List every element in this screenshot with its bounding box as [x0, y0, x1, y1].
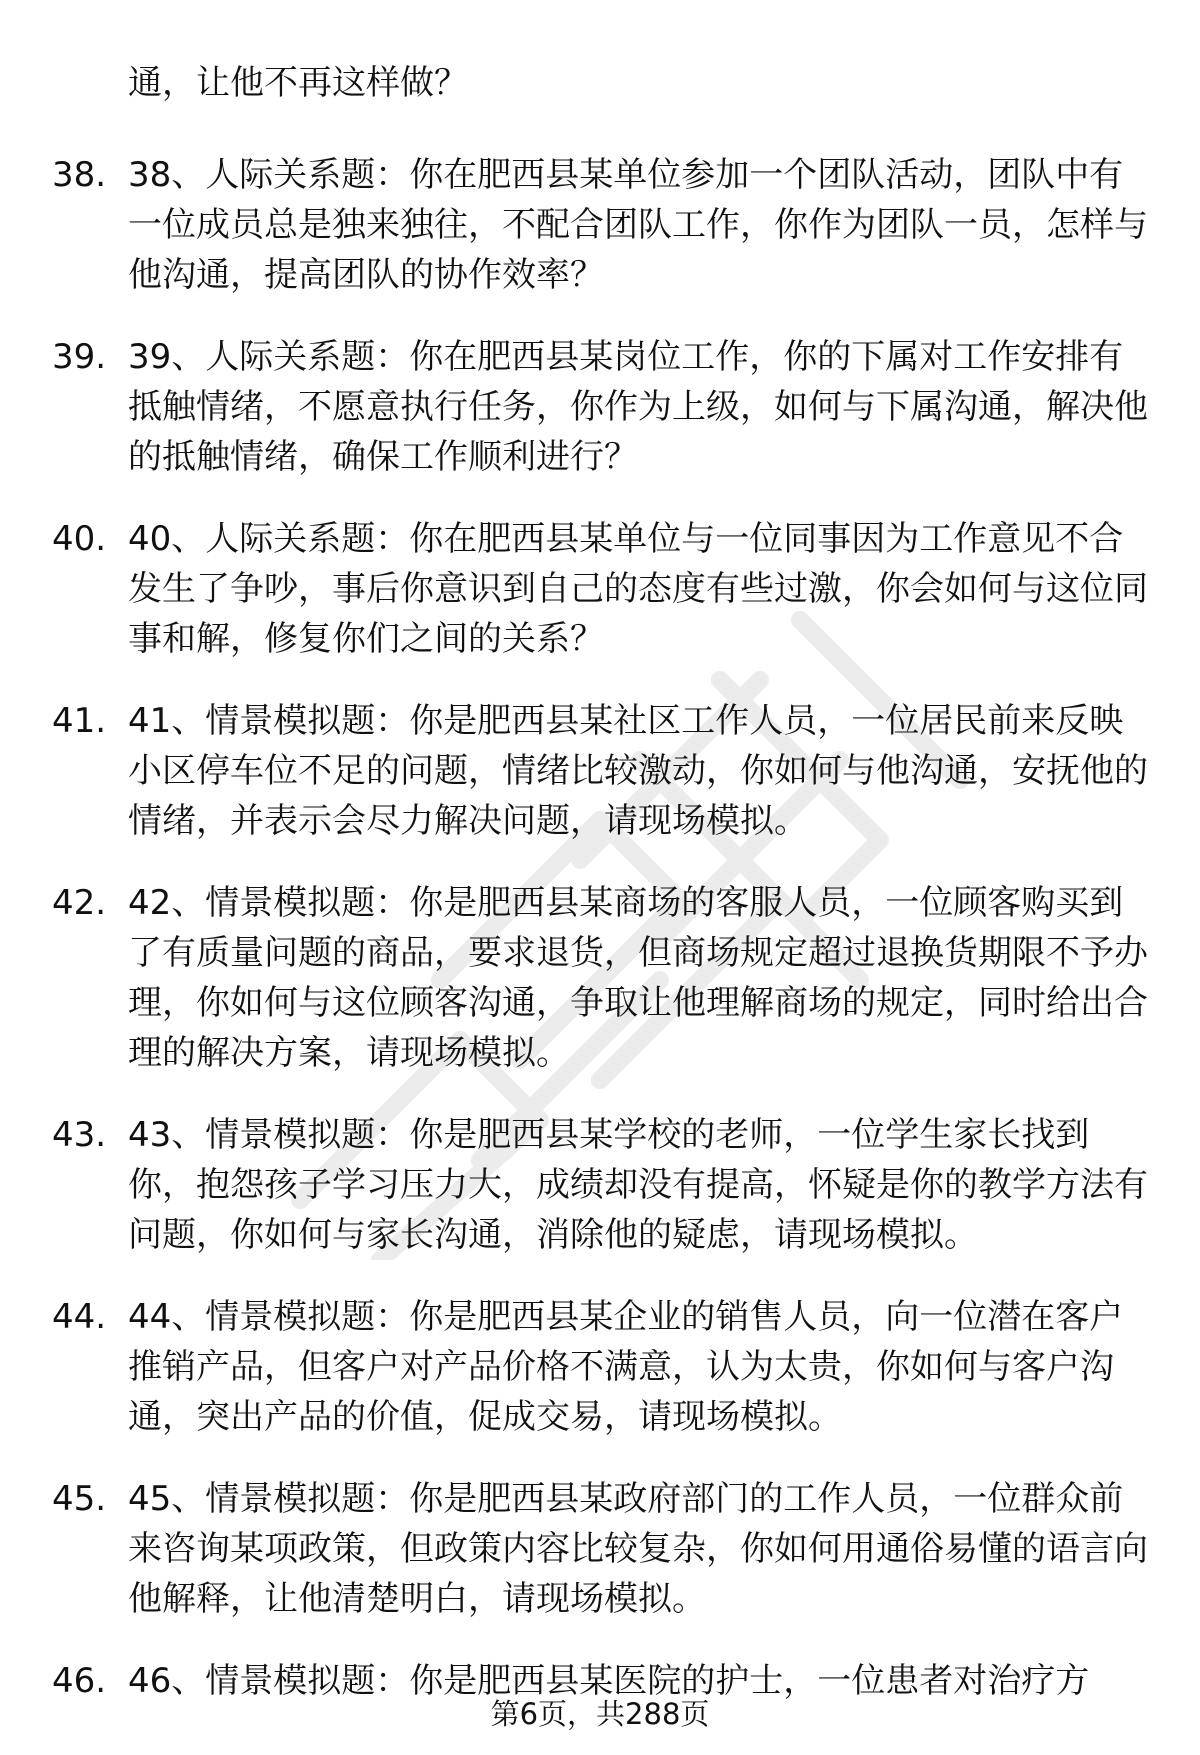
list-item [0, 878, 1200, 1078]
list-item [0, 332, 1200, 482]
question-text: 43、情景模拟题：你是肥西县某学校的老师，一位学生家长找到你，抱怨孩子学习压力大，成绩却没有提高，怀疑是你的教学方法有问题，你如何与家长沟通，消除他的疑虑，请现场模拟。 [128, 1115, 1148, 1255]
question-number: 38. [52, 155, 107, 195]
question-number: 44. [52, 1297, 107, 1337]
question-number: 41. [52, 701, 107, 741]
question-text: 40、人际关系题：你在肥西县某单位与一位同事因为工作意见不合发生了争吵，事后你意识到自己的态度有些过激，你会如何与这位同事和解，修复你们之间的关系？ [128, 519, 1148, 659]
question-list [0, 150, 1200, 1738]
question-text: 42、情景模拟题：你是肥西县某商场的客服人员，一位顾客购买到了有质量问题的商品，要求退货，但商场规定超过退换货期限不予办理，你如何与这位顾客沟通，争取让他理解商场的规定，同时给出合理的解决方案，请现场模拟。 [128, 883, 1148, 1073]
list-item [0, 696, 1200, 846]
continuation-text: 通，让他不再这样做？ [128, 63, 468, 103]
question-text: 46、情景模拟题：你是肥西县某医院的护士，一位患者对治疗方 [128, 1661, 1090, 1701]
list-item [0, 1474, 1200, 1624]
question-number: 42. [52, 883, 107, 923]
question-text: 39、人际关系题：你在肥西县某岗位工作，你的下属对工作安排有抵触情绪，不愿意执行任务，你作为上级，如何与下属沟通，解决他的抵触情绪，确保工作顺利进行？ [128, 337, 1148, 477]
list-item [0, 514, 1200, 664]
question-text: 41、情景模拟题：你是肥西县某社区工作人员，一位居民前来反映小区停车位不足的问题，情绪比较激动，你如何与他沟通，安抚他的情绪，并表示会尽力解决问题，请现场模拟。 [128, 701, 1148, 841]
question-text: 38、人际关系题：你在肥西县某单位参加一个团队活动，团队中有一位成员总是独来独往，不配合团队工作，你作为团队一员，怎样与他沟通，提高团队的协作效率？ [128, 155, 1148, 295]
question-number: 40. [52, 519, 107, 559]
question-text: 45、情景模拟题：你是肥西县某政府部门的工作人员，一位群众前来咨询某项政策，但政策内容比较复杂，你如何用通俗易懂的语言向他解释，让他清楚明白，请现场模拟。 [128, 1479, 1148, 1619]
question-number: 46. [52, 1661, 107, 1701]
question-number: 43. [52, 1115, 107, 1155]
list-item [0, 1110, 1200, 1260]
page-footer [0, 1694, 1200, 1734]
question-number: 39. [52, 337, 107, 377]
list-item [0, 150, 1200, 300]
page-number-label: 第6页，共288页 [490, 1697, 710, 1731]
question-number: 45. [52, 1479, 107, 1519]
list-item [0, 1292, 1200, 1442]
question-text: 44、情景模拟题：你是肥西县某企业的销售人员，向一位潜在客户推销产品，但客户对产品价格不满意，认为太贵，你如何与客户沟通，突出产品的价值，促成交易，请现场模拟。 [128, 1297, 1124, 1437]
